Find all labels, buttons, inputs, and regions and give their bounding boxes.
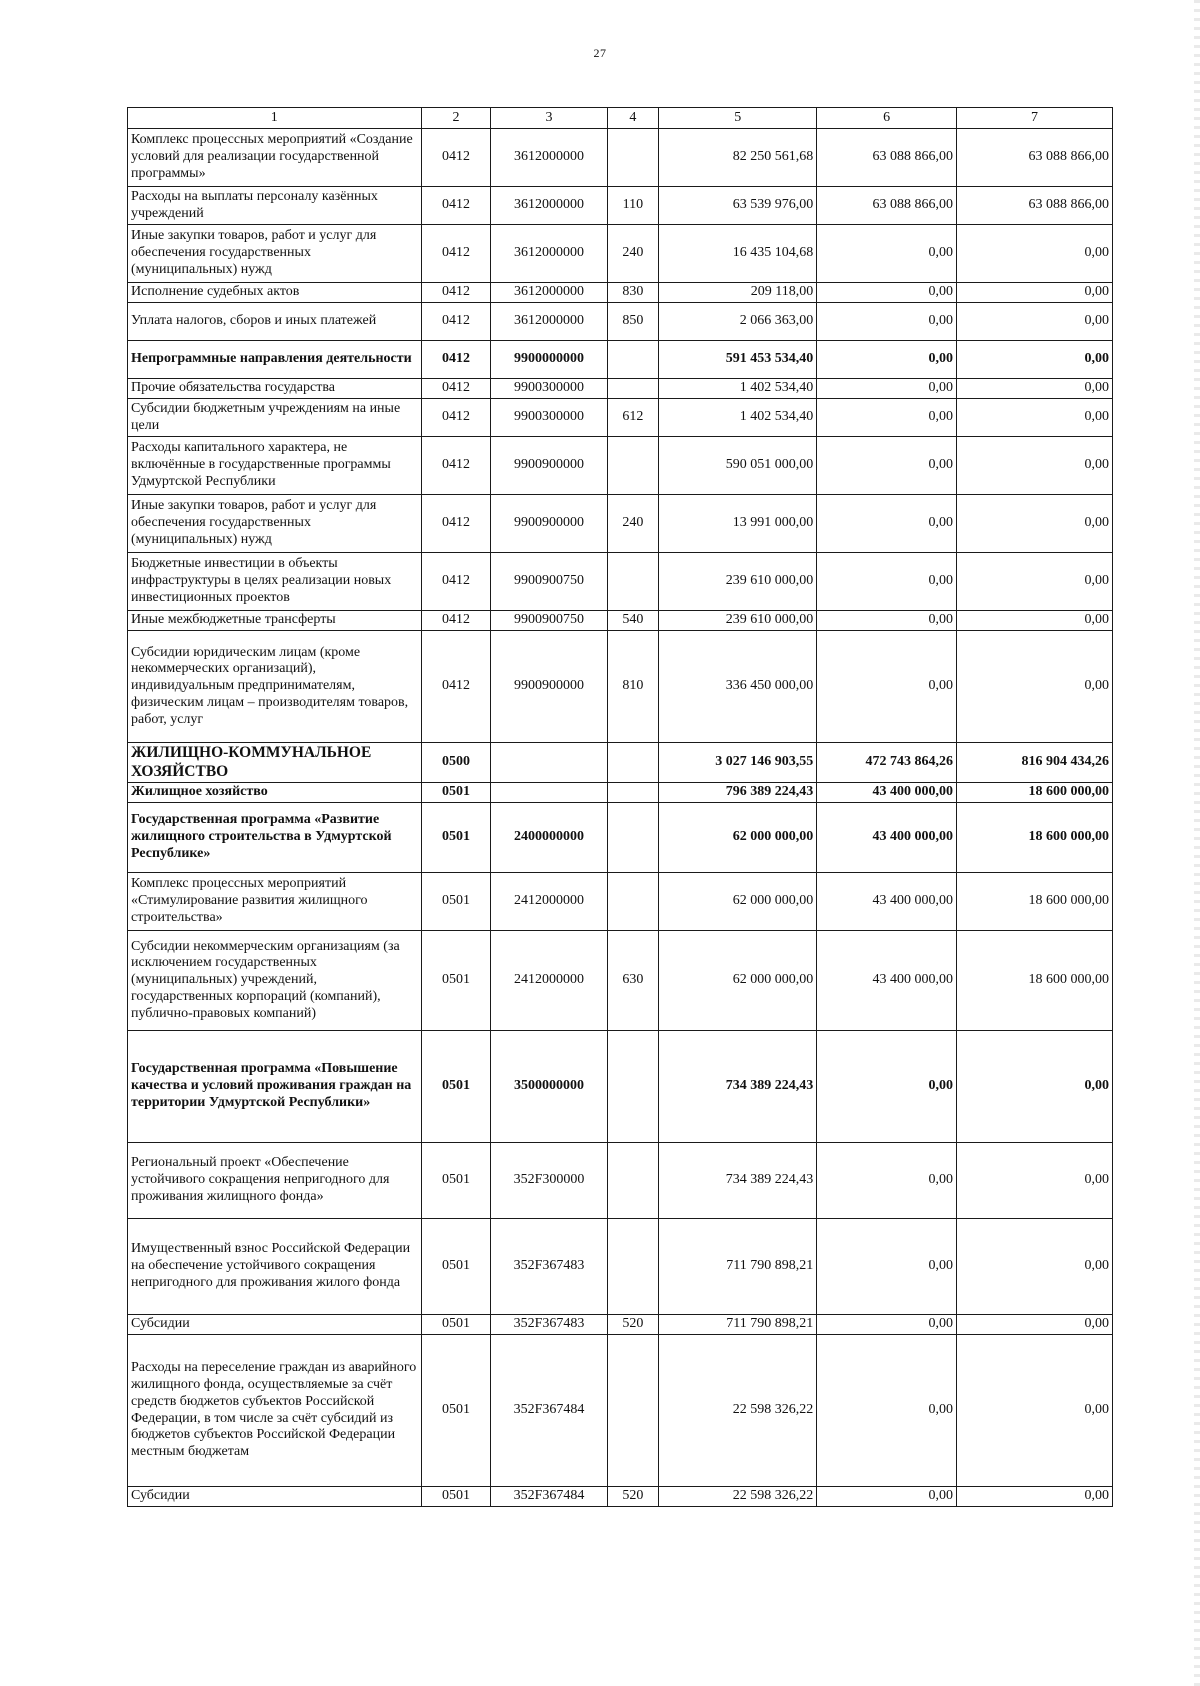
amount-col5-cell: 62 000 000,00 xyxy=(659,803,817,873)
amount-col7-cell: 0,00 xyxy=(957,341,1113,379)
table-row xyxy=(128,187,1113,225)
row-name-cell: Имущественный взнос Российской Федерации на обеспечение устойчивого сокращения непригодного для проживания жилого фонда xyxy=(128,1219,422,1315)
table-row xyxy=(128,495,1113,553)
row-name-cell: Исполнение судебных актов xyxy=(128,283,422,303)
target-article-cell: 3612000000 xyxy=(491,129,607,187)
expense-type-cell: 520 xyxy=(607,1315,659,1335)
amount-col6-cell: 0,00 xyxy=(817,341,957,379)
section-code-cell: 0412 xyxy=(421,437,491,495)
amount-col5-cell: 62 000 000,00 xyxy=(659,931,817,1031)
amount-col7-cell: 0,00 xyxy=(957,1143,1113,1219)
amount-col7-cell: 0,00 xyxy=(957,1487,1113,1507)
expense-type-cell xyxy=(607,783,659,803)
target-article-cell xyxy=(491,743,607,783)
table-row xyxy=(128,437,1113,495)
row-name-cell: Субсидии некоммерческим организациям (за исключением государственных (муниципальных) учреждений, государственных корпораций (компаний), публично-правовых компаний) xyxy=(128,931,422,1031)
target-article-cell: 9900300000 xyxy=(491,399,607,437)
amount-col6-cell: 0,00 xyxy=(817,1487,957,1507)
amount-col6-cell: 0,00 xyxy=(817,437,957,495)
expense-type-cell xyxy=(607,743,659,783)
section-code-cell: 0412 xyxy=(421,341,491,379)
section-code-cell: 0412 xyxy=(421,129,491,187)
section-code-cell: 0501 xyxy=(421,1315,491,1335)
row-name-cell: Иные закупки товаров, работ и услуг для обеспечения государственных (муниципальных) нужд xyxy=(128,225,422,283)
target-article-cell: 9900900750 xyxy=(491,553,607,611)
expense-type-cell xyxy=(607,437,659,495)
amount-col5-cell: 734 389 224,43 xyxy=(659,1143,817,1219)
expense-type-cell: 520 xyxy=(607,1487,659,1507)
section-code-cell: 0501 xyxy=(421,1031,491,1143)
target-article-cell: 2412000000 xyxy=(491,931,607,1031)
expense-type-cell xyxy=(607,873,659,931)
amount-col6-cell: 0,00 xyxy=(817,631,957,743)
row-name-cell: Бюджетные инвестиции в объекты инфраструктуры в целях реализации новых инвестиционных проектов xyxy=(128,553,422,611)
section-code-cell: 0501 xyxy=(421,1335,491,1487)
amount-col5-cell: 2 066 363,00 xyxy=(659,303,817,341)
amount-col6-cell: 0,00 xyxy=(817,1219,957,1315)
table-row xyxy=(128,1335,1113,1487)
section-code-cell: 0500 xyxy=(421,743,491,783)
amount-col7-cell: 63 088 866,00 xyxy=(957,129,1113,187)
table-row xyxy=(128,611,1113,631)
row-name-cell: Расходы на выплаты персоналу казённых учреждений xyxy=(128,187,422,225)
row-name-cell: Государственная программа «Развитие жилищного строительства в Удмуртской Республике» xyxy=(128,803,422,873)
target-article-cell: 9900900750 xyxy=(491,611,607,631)
section-code-cell: 0412 xyxy=(421,187,491,225)
amount-col7-cell: 0,00 xyxy=(957,553,1113,611)
amount-col7-cell: 0,00 xyxy=(957,437,1113,495)
row-name-cell: Расходы на переселение граждан из аварийного жилищного фонда, осуществляемые за счёт средств бюджетов субъектов Российской Федерации, в том числе за счёт субсидий из бюджетов субъектов Российской Федерации местным бюджетам xyxy=(128,1335,422,1487)
row-name-cell: Субсидии xyxy=(128,1487,422,1507)
budget-table xyxy=(127,107,1113,1507)
amount-col6-cell: 43 400 000,00 xyxy=(817,803,957,873)
table-row xyxy=(128,303,1113,341)
amount-col5-cell: 13 991 000,00 xyxy=(659,495,817,553)
amount-col6-cell: 0,00 xyxy=(817,303,957,341)
table-row xyxy=(128,399,1113,437)
row-name-cell: Государственная программа «Повышение качества и условий проживания граждан на территории Удмуртской Республики» xyxy=(128,1031,422,1143)
amount-col5-cell: 711 790 898,21 xyxy=(659,1315,817,1335)
page-number: 27 xyxy=(593,46,607,60)
section-code-cell: 0501 xyxy=(421,931,491,1031)
target-article-cell: 352F367483 xyxy=(491,1315,607,1335)
table-row xyxy=(128,341,1113,379)
amount-col5-cell: 711 790 898,21 xyxy=(659,1219,817,1315)
row-name-cell: Расходы капитального характера, не включённые в государственные программы Удмуртской Республики xyxy=(128,437,422,495)
table-row xyxy=(128,1487,1113,1507)
table-row xyxy=(128,225,1113,283)
amount-col7-cell: 18 600 000,00 xyxy=(957,931,1113,1031)
amount-col7-cell: 18 600 000,00 xyxy=(957,873,1113,931)
expense-type-cell: 612 xyxy=(607,399,659,437)
expense-type-cell xyxy=(607,379,659,399)
amount-col5-cell: 591 453 534,40 xyxy=(659,341,817,379)
amount-col7-cell: 18 600 000,00 xyxy=(957,803,1113,873)
row-name-cell: ЖИЛИЩНО-КОММУНАЛЬНОЕ ХОЗЯЙСТВО xyxy=(128,743,422,783)
amount-col7-cell: 0,00 xyxy=(957,283,1113,303)
target-article-cell xyxy=(491,783,607,803)
target-article-cell: 352F367484 xyxy=(491,1487,607,1507)
section-code-cell: 0501 xyxy=(421,1487,491,1507)
expense-type-cell xyxy=(607,553,659,611)
amount-col7-cell: 0,00 xyxy=(957,1219,1113,1315)
amount-col7-cell: 816 904 434,26 xyxy=(957,743,1113,783)
amount-col6-cell: 0,00 xyxy=(817,1031,957,1143)
expense-type-cell xyxy=(607,1219,659,1315)
row-name-cell: Субсидии юридическим лицам (кроме некоммерческих организаций), индивидуальным предпринимателям, физическим лицам – производителям товаров, работ, услуг xyxy=(128,631,422,743)
amount-col6-cell: 43 400 000,00 xyxy=(817,931,957,1031)
section-code-cell: 0501 xyxy=(421,1219,491,1315)
amount-col6-cell: 0,00 xyxy=(817,1335,957,1487)
table-header-row xyxy=(128,108,1113,129)
expense-type-cell: 240 xyxy=(607,495,659,553)
table-row xyxy=(128,931,1113,1031)
row-name-cell: Комплекс процессных мероприятий «Создание условий для реализации государственной программы» xyxy=(128,129,422,187)
amount-col7-cell: 0,00 xyxy=(957,611,1113,631)
amount-col6-cell: 0,00 xyxy=(817,1315,957,1335)
amount-col5-cell: 1 402 534,40 xyxy=(659,399,817,437)
amount-col5-cell: 1 402 534,40 xyxy=(659,379,817,399)
amount-col6-cell: 43 400 000,00 xyxy=(817,783,957,803)
amount-col6-cell: 0,00 xyxy=(817,399,957,437)
target-article-cell: 3612000000 xyxy=(491,303,607,341)
amount-col7-cell: 0,00 xyxy=(957,1335,1113,1487)
amount-col5-cell: 590 051 000,00 xyxy=(659,437,817,495)
amount-col5-cell: 796 389 224,43 xyxy=(659,783,817,803)
amount-col7-cell: 0,00 xyxy=(957,1031,1113,1143)
expense-type-cell: 540 xyxy=(607,611,659,631)
row-name-cell: Субсидии xyxy=(128,1315,422,1335)
amount-col5-cell: 22 598 326,22 xyxy=(659,1487,817,1507)
target-article-cell: 3612000000 xyxy=(491,187,607,225)
amount-col7-cell: 0,00 xyxy=(957,303,1113,341)
amount-col7-cell: 18 600 000,00 xyxy=(957,783,1113,803)
amount-col6-cell: 43 400 000,00 xyxy=(817,873,957,931)
table-row xyxy=(128,379,1113,399)
section-code-cell: 0412 xyxy=(421,631,491,743)
target-article-cell: 9900000000 xyxy=(491,341,607,379)
target-article-cell: 352F300000 xyxy=(491,1143,607,1219)
expense-type-cell xyxy=(607,1031,659,1143)
row-name-cell: Жилищное хозяйство xyxy=(128,783,422,803)
target-article-cell: 2412000000 xyxy=(491,873,607,931)
section-code-cell: 0412 xyxy=(421,553,491,611)
target-article-cell: 352F367484 xyxy=(491,1335,607,1487)
amount-col5-cell: 82 250 561,68 xyxy=(659,129,817,187)
section-code-cell: 0412 xyxy=(421,283,491,303)
row-name-cell: Иные закупки товаров, работ и услуг для обеспечения государственных (муниципальных) нужд xyxy=(128,495,422,553)
amount-col5-cell: 22 598 326,22 xyxy=(659,1335,817,1487)
row-name-cell: Комплекс процессных мероприятий «Стимулирование развития жилищного строительства» xyxy=(128,873,422,931)
header-cell: 6 xyxy=(817,108,957,129)
table-row xyxy=(128,743,1113,783)
section-code-cell: 0412 xyxy=(421,225,491,283)
amount-col6-cell: 63 088 866,00 xyxy=(817,187,957,225)
target-article-cell: 9900900000 xyxy=(491,631,607,743)
amount-col7-cell: 0,00 xyxy=(957,379,1113,399)
header-cell: 4 xyxy=(607,108,659,129)
amount-col6-cell: 0,00 xyxy=(817,283,957,303)
amount-col5-cell: 734 389 224,43 xyxy=(659,1031,817,1143)
amount-col5-cell: 239 610 000,00 xyxy=(659,611,817,631)
expense-type-cell: 810 xyxy=(607,631,659,743)
target-article-cell: 3612000000 xyxy=(491,283,607,303)
table-row xyxy=(128,1031,1113,1143)
amount-col5-cell: 239 610 000,00 xyxy=(659,553,817,611)
expense-type-cell xyxy=(607,341,659,379)
amount-col7-cell: 63 088 866,00 xyxy=(957,187,1113,225)
amount-col7-cell: 0,00 xyxy=(957,399,1113,437)
row-name-cell: Непрограммные направления деятельности xyxy=(128,341,422,379)
amount-col5-cell: 16 435 104,68 xyxy=(659,225,817,283)
target-article-cell: 2400000000 xyxy=(491,803,607,873)
header-cell: 1 xyxy=(128,108,422,129)
row-name-cell: Иные межбюджетные трансферты xyxy=(128,611,422,631)
section-code-cell: 0501 xyxy=(421,1143,491,1219)
amount-col7-cell: 0,00 xyxy=(957,495,1113,553)
table-row xyxy=(128,1315,1113,1335)
scan-edge-artifact xyxy=(1194,0,1200,1686)
expense-type-cell: 240 xyxy=(607,225,659,283)
section-code-cell: 0412 xyxy=(421,303,491,341)
amount-col5-cell: 3 027 146 903,55 xyxy=(659,743,817,783)
target-article-cell: 3500000000 xyxy=(491,1031,607,1143)
section-code-cell: 0412 xyxy=(421,379,491,399)
section-code-cell: 0412 xyxy=(421,495,491,553)
section-code-cell: 0412 xyxy=(421,399,491,437)
header-cell: 5 xyxy=(659,108,817,129)
amount-col5-cell: 63 539 976,00 xyxy=(659,187,817,225)
amount-col7-cell: 0,00 xyxy=(957,1315,1113,1335)
target-article-cell: 9900900000 xyxy=(491,495,607,553)
section-code-cell: 0412 xyxy=(421,611,491,631)
table-row xyxy=(128,803,1113,873)
target-article-cell: 9900300000 xyxy=(491,379,607,399)
expense-type-cell: 110 xyxy=(607,187,659,225)
amount-col6-cell: 0,00 xyxy=(817,1143,957,1219)
table-row xyxy=(128,1219,1113,1315)
amount-col6-cell: 0,00 xyxy=(817,553,957,611)
amount-col5-cell: 336 450 000,00 xyxy=(659,631,817,743)
amount-col7-cell: 0,00 xyxy=(957,225,1113,283)
amount-col6-cell: 0,00 xyxy=(817,611,957,631)
expense-type-cell xyxy=(607,1335,659,1487)
header-cell: 3 xyxy=(491,108,607,129)
table-row xyxy=(128,283,1113,303)
table-row xyxy=(128,873,1113,931)
row-name-cell: Региональный проект «Обеспечение устойчивого сокращения непригодного для проживания жилищного фонда» xyxy=(128,1143,422,1219)
expense-type-cell xyxy=(607,129,659,187)
expense-type-cell xyxy=(607,803,659,873)
row-name-cell: Прочие обязательства государства xyxy=(128,379,422,399)
table-row xyxy=(128,553,1113,611)
amount-col6-cell: 63 088 866,00 xyxy=(817,129,957,187)
section-code-cell: 0501 xyxy=(421,803,491,873)
amount-col6-cell: 0,00 xyxy=(817,225,957,283)
amount-col6-cell: 0,00 xyxy=(817,379,957,399)
expense-type-cell: 630 xyxy=(607,931,659,1031)
amount-col6-cell: 0,00 xyxy=(817,495,957,553)
table-row xyxy=(128,783,1113,803)
amount-col6-cell: 472 743 864,26 xyxy=(817,743,957,783)
section-code-cell: 0501 xyxy=(421,783,491,803)
table-row xyxy=(128,1143,1113,1219)
row-name-cell: Уплата налогов, сборов и иных платежей xyxy=(128,303,422,341)
header-cell: 2 xyxy=(421,108,491,129)
target-article-cell: 3612000000 xyxy=(491,225,607,283)
expense-type-cell: 830 xyxy=(607,283,659,303)
amount-col5-cell: 62 000 000,00 xyxy=(659,873,817,931)
header-cell: 7 xyxy=(957,108,1113,129)
amount-col5-cell: 209 118,00 xyxy=(659,283,817,303)
table-row xyxy=(128,129,1113,187)
target-article-cell: 352F367483 xyxy=(491,1219,607,1315)
table-row xyxy=(128,631,1113,743)
expense-type-cell: 850 xyxy=(607,303,659,341)
section-code-cell: 0501 xyxy=(421,873,491,931)
amount-col7-cell: 0,00 xyxy=(957,631,1113,743)
expense-type-cell xyxy=(607,1143,659,1219)
target-article-cell: 9900900000 xyxy=(491,437,607,495)
row-name-cell: Субсидии бюджетным учреждениям на иные цели xyxy=(128,399,422,437)
